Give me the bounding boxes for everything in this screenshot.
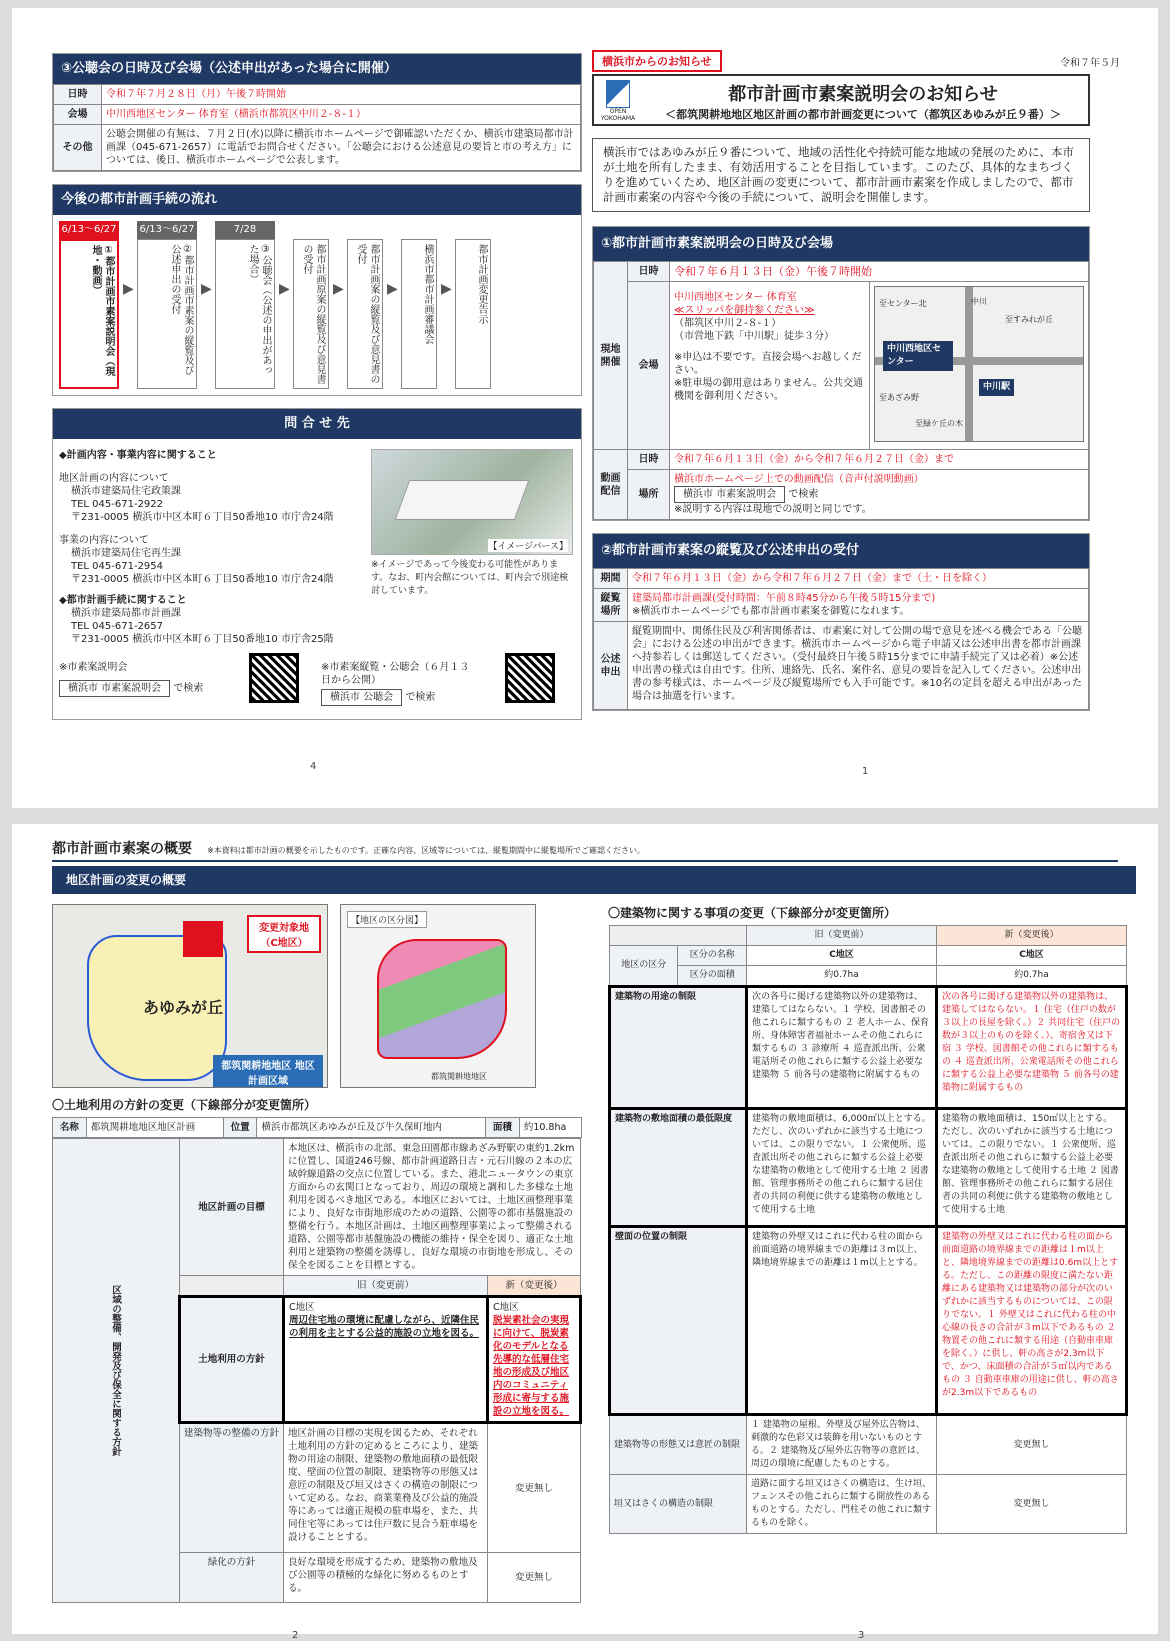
flow-step-1 xyxy=(59,221,119,389)
flow-step-4 xyxy=(293,221,329,389)
district-legend: 都筑関耕地地区 xyxy=(431,1072,487,1081)
site-old: 建築物の敷地面積は、6,000㎡以上とする。ただし、次のいずれかに該当する土地については、この限りでない。１ 公衆便所、巡査派出所その他これらに類する公益上必要な建築物の敷地として使用する土地 ２ 図書館、管理事務所その他これらに類する居住者の共同の利便に供する建築物の敷地として使用する土地 xyxy=(747,1109,937,1227)
video-date-label: 日時 xyxy=(628,450,670,470)
target-area xyxy=(183,921,223,957)
yokohama-logo xyxy=(598,80,638,122)
contact-c2: TEL 045-671-2657 xyxy=(71,621,164,632)
video-search-suffix: で検索 xyxy=(788,489,819,500)
div-area-old: 約0.7ha xyxy=(747,966,937,987)
arrow-icon: ▶ xyxy=(441,281,452,297)
hearing-venue-label: 会場 xyxy=(54,105,102,125)
contact-title: 問 合 せ 先 xyxy=(53,409,581,439)
contact-b1: 事業の内容について xyxy=(59,535,149,546)
period-value: 令和７年６月１３日（金）から令和７年６月２７日（金）まで（土・日を除く） xyxy=(628,569,1089,589)
old-head: 旧（変更前） xyxy=(284,1276,488,1297)
policy-old-text: 周辺住宅地の環境に配慮しながら、近隣住民の利用を主とする公益的施設の立地を図る。 xyxy=(289,1315,480,1339)
venue-note-1: ※申込は不要です。直接会場へお越しください。 xyxy=(674,352,862,376)
search-1 xyxy=(59,661,203,697)
contact-text xyxy=(59,449,369,646)
building-shape xyxy=(395,480,530,520)
arrow-icon: ▶ xyxy=(279,281,290,297)
hearing-date-value: 令和７年７月２８日（月）午後７時開始 xyxy=(102,85,581,105)
inspection-box xyxy=(592,533,1090,711)
video-date-value: 令和７年６月１３日（金）から令和７年６月２７日（金）まで xyxy=(670,450,1089,470)
intro-text: 横浜市ではあゆみが丘９番について、地域の活性化や持続可能な地域の発展のために、本市が土地を所有したまま、有効活用することを目指しています。このたび、具体的なまちづくりを進めていくため、地区計画の変更について、都市計画市素案を作成しましたので、都市計画市素案の内容や今後の手続について、説明会を開催します。 xyxy=(592,138,1090,212)
green-text: 良好な環境を形成するため、建築物の敷地及び公園等の積極的な緑化に努めるものとする。 xyxy=(284,1553,488,1603)
wall-label: 壁面の位置の制限 xyxy=(610,1227,747,1415)
new-head: 新（変更後） xyxy=(488,1276,581,1297)
building-table xyxy=(608,925,1128,1534)
green-label: 緑化の方針 xyxy=(180,1553,284,1603)
qr-code-icon[interactable] xyxy=(249,653,299,703)
contact-box xyxy=(52,408,582,720)
area-map xyxy=(52,904,328,1088)
venue-note-2: ※駐車場の御用意はありません。公共交通機関を御利用ください。 xyxy=(674,378,863,402)
wall-new: 建築物の外壁又はこれに代わる柱の面から前面道路の境界線までの距離は１m以上と、隣地境界線までの距離は0.6m以上とする。ただし、この距離の限度に満たない距離にある建築物又は建築物の部分が次のいずれかに該当するものについては、この限りでない。１ 外壁又はこれに代わる柱の中心線の長さの合計が３m以下であるもの ２ 物置その他これに類する用途（自動車車庫を除く。）に供し、軒の高さが2.3m以下で、かつ、床面積の合計が５㎡以内であるもの ３ 自動車車庫の用途に供し、軒の高さが2.3m以下であるもの xyxy=(937,1227,1127,1415)
search1-note: ※市素案説明会 xyxy=(59,662,128,673)
flow-steps xyxy=(53,215,581,395)
video-place-value: 横浜市ホームページ上での動画配信（音声付説明動画） xyxy=(674,474,924,485)
s2-title: ②都市計画市素案の縦覧及び公述申出の受付 xyxy=(593,534,1089,568)
page-1 xyxy=(592,46,1138,777)
hearing-box xyxy=(52,53,582,172)
area-label: 面積 xyxy=(486,1118,520,1138)
map-target-label: 変更対象地（C地区） xyxy=(247,915,321,953)
top-sheet xyxy=(12,8,1158,808)
overview-band: 地区計画の変更の概要 xyxy=(52,866,1136,894)
fence-no-change: 変更無し xyxy=(937,1475,1127,1534)
page-number: 1 xyxy=(862,766,869,777)
arrow-icon: ▶ xyxy=(123,281,134,297)
map-center-label: 中川西地区センター xyxy=(883,341,953,371)
contact-a1: 地区計画の内容について xyxy=(59,473,169,484)
arrow-icon: ▶ xyxy=(387,281,398,297)
div-name-new: C地区 xyxy=(937,946,1127,966)
search2-box[interactable]: 横浜市 公聴会 xyxy=(321,689,402,706)
venue-access: （市営地下鉄「中川駅」徒歩３分） xyxy=(674,331,834,342)
map-sumiregaoka: 至すみれが丘 xyxy=(1005,315,1053,324)
loc-value: 横浜市都筑区あゆみが丘及び牛久保町地内 xyxy=(257,1118,486,1138)
search2-suffix: で検索 xyxy=(405,692,436,703)
flow-step-6-text: 横浜市都市計画審議会 xyxy=(401,239,437,389)
policy-new-text: 脱炭素社会の実現に向けて、脱炭素化のモデルとなる先導的な低層住宅地の形成及び地区内のコミュニティ形成に寄与する施設の立地を図る。 xyxy=(493,1315,570,1417)
video-note: ※説明する内容は現地での説明と同じです。 xyxy=(674,504,872,515)
hearing-title: ③公聴会の日時及び会場（公述申出があった場合に開催） xyxy=(53,54,581,84)
map-tree: 至緑ケ丘の木 xyxy=(915,419,963,428)
contact-c3: 〒231-0005 横浜市中区本町６丁目50番地10 市庁舎25階 xyxy=(71,634,334,645)
district-polygon xyxy=(377,939,507,1059)
hearing-venue-value: 中川西地区センター 体育室（横浜市都筑区中川２-８-１） xyxy=(102,105,581,125)
div-name-old: C地区 xyxy=(747,946,937,966)
logo-text: OPEN YOKOHAMA xyxy=(600,108,636,122)
page1-header xyxy=(592,46,1138,74)
s1-title: ①都市計画市素案説明会の日時及び会場 xyxy=(593,227,1089,261)
title-box xyxy=(592,74,1090,126)
fence-label: 垣又はさくの構造の制限 xyxy=(610,1475,747,1534)
logo-icon xyxy=(606,80,630,108)
name-value: 都筑関耕地地区地区計画 xyxy=(86,1118,223,1138)
session-table xyxy=(593,261,1089,520)
site-new: 建築物の敷地面積は、150㎡以上とする。ただし、次のいずれかに該当する土地については、この限りでない。１ 公衆便所、巡査派出所その他これらに類する公益上必要な建築物の敷地として使用する土地 ２ 図書館、管理事務所その他これらに類する居住者の共同の利便に供する建築物の敷地として使用する土地 xyxy=(937,1109,1127,1227)
district-map-title: 【地区の区分図】 xyxy=(347,911,427,928)
onsite-label: 現地開催 xyxy=(594,262,628,450)
sub-title: ＜都筑関耕地地区地区計画の都市計画変更について（都筑区あゆみが丘９番）＞ xyxy=(665,108,1061,121)
flow-step-7-text: 都市計画変更告示 xyxy=(455,239,491,389)
form-label: 建築物等の形態又は意匠の制限 xyxy=(610,1415,747,1475)
map-road xyxy=(965,287,973,441)
flow-step-5 xyxy=(347,221,383,389)
main-title: 都市計画市素案説明会のお知らせ xyxy=(728,84,998,105)
contact-b3: TEL 045-671-2954 xyxy=(71,561,164,572)
flow-step-5-text: 都市計画案の縦覧及び意見書の受付 xyxy=(347,239,383,389)
policy-table xyxy=(52,1138,582,1603)
apply-text: 縦覧期間中、関係住民及び利害関係者は、市素案に対して公開の場で意見を述べる機会である「公聴会」における公述の申出ができます。横浜市ホームページから電子申請又は公述申出書を都市計画課へ持参若しくは郵送してください。（受付最終日午後５時15分までに申請手続完了又は必着）※公述申出書の様式は自由です。住所、連絡先、氏名、案件名、意見の要旨を記入してください。公述申出書の参考様式は、ホームページ及び縦覧場所でも入手可能です。※10名の定員を超える申出があった場合は抽選を行います。 xyxy=(628,622,1089,710)
loc-label: 位置 xyxy=(223,1118,257,1138)
overview-disclaimer: ※本資料は都市計画の概要を示したものです。正確な内容、区域等については、縦覧期間中に縦覧場所でご確認ください。 xyxy=(207,846,645,855)
flow-step-4-text: 都市計画原案の縦覧及び意見書の受付 xyxy=(293,239,329,389)
use-label: 建築物の用途の制限 xyxy=(610,987,747,1109)
use-old: 次の各号に掲げる建築物以外の建築物は、建築してはならない。１ 学校、図書館その他これらに類するもの ２ 老人ホーム、保育所、身体障害者福祉ホームその他これらに類するもの ３ 診療所 ４ 巡査派出所、公衆電話所その他これらに類する公益上必要な建築物 ５ 前各号の建築物に附属するもの xyxy=(747,987,937,1109)
bldg-no-change: 変更無し xyxy=(488,1423,581,1553)
search-2 xyxy=(321,661,471,706)
datetime-label: 日時 xyxy=(628,262,670,282)
flow-step-6 xyxy=(401,221,437,389)
wall-old: 建築物の外壁又はこれに代わる柱の面から前面道路の境界線までの距離は３m以上、隣地境界線までの距離は１m以上とする。 xyxy=(747,1227,937,1415)
place-value: 建築局都市計画課(受付時間：午前８時45分から午後５時15分まで) xyxy=(632,593,936,604)
overview-title: 都市計画市素案の概要 xyxy=(52,841,192,857)
side-label: 区域の整備、開発及び保全に関する方針 xyxy=(53,1139,180,1603)
venue-addr: （都筑区中川２-８-１） xyxy=(674,318,782,329)
policy-new-district: C地区 xyxy=(493,1302,519,1313)
contact-b4: 〒231-0005 横浜市中区本町６丁目50番地10 市庁舎24階 xyxy=(71,574,334,585)
map-azamino: 至あざみ野 xyxy=(879,393,919,402)
flow-title: 今後の都市計画手続の流れ xyxy=(53,185,581,215)
page-4 xyxy=(52,53,582,772)
flow-date-1: 6/13〜6/27 xyxy=(59,221,119,239)
contact-a3: TEL 045-671-2922 xyxy=(71,499,164,510)
map-nakagawa: 中川 xyxy=(971,297,987,306)
hearing-date-label: 日時 xyxy=(54,85,102,105)
flow-box xyxy=(52,184,582,396)
contact-heading-2: ◆都市計画手続に関すること xyxy=(59,595,187,606)
goal-text: 本地区は、横浜市の北部、東急田園都市線あざみ野駅の東約1.2kmに位置し、国道246号線、都市計画道路日吉・元石川線の２本の広域幹線道路の交点に位置している。また、港北ニュータウンの東京方面からの玄関口となっており、周辺の環境と調和した多様な土地利用を図るべき地区である。本地区においては、土地区画整理事業により、良好な市街地形成のための道路、公園等の都市基盤施設の整備を行う。本地区計画は、土地区画整理事業によって整備される道路、公園等都市基盤施設の機能の維持・保全を図り、適正な土地利用と建築物の整備を誘導し、良好な環境の市街地を形成し、その保全を図ることを目標とする。 xyxy=(284,1139,581,1276)
issue-date: 令和７年５月 xyxy=(1060,58,1120,69)
bottom-sheet xyxy=(12,824,1158,1641)
form-no-change: 変更無し xyxy=(937,1415,1127,1475)
hearing-table xyxy=(53,84,581,171)
page-number: 2 xyxy=(292,1630,299,1641)
apply-label: 公述申出 xyxy=(594,622,628,710)
notice-badge: 横浜市からのお知らせ xyxy=(592,50,722,72)
video-label: 動画配信 xyxy=(594,450,628,520)
page-number: 3 xyxy=(858,1630,865,1641)
contact-b2: 横浜市建築局住宅再生課 xyxy=(71,548,181,559)
venue-slipper: ≪スリッパを御持参ください≫ xyxy=(674,305,815,316)
map-center-kita: 至センター北 xyxy=(879,299,927,308)
period-label: 期間 xyxy=(594,569,628,589)
landuse-section xyxy=(52,1096,582,1603)
contact-c1: 横浜市建築局都市計画課 xyxy=(71,608,181,619)
use-new: 次の各号に掲げる建築物以外の建築物は、建築してはならない。１ 住宅（住戸の数が３以上の長屋を除く。）２ 共同住宅（住戸の数が３以上のものを除く。）、寄宿舎又は下宿 ３ 学校、図書館その他これらに類するもの ４ 巡査派出所、公衆電話所その他これらに類する公益上必要な建築物 ５ 前各号の建築物に附属するもの xyxy=(937,987,1127,1109)
division-label: 地区の区分 xyxy=(610,946,678,987)
flow-date-2: 6/13〜6/27 xyxy=(137,221,197,239)
venue-map xyxy=(874,286,1084,442)
bldg-label: 建築物等の整備の方針 xyxy=(180,1423,284,1553)
old-head: 旧（変更前） xyxy=(747,926,937,946)
inspection-table xyxy=(593,568,1089,710)
place-label: 縦覧場所 xyxy=(594,589,628,622)
datetime-value: 令和７年６月１３日（金）午後７時開始 xyxy=(670,262,1089,282)
video-search-box[interactable]: 横浜市 市素案説明会 xyxy=(674,486,785,503)
map-area-label: あゆみが丘 xyxy=(143,998,224,1017)
search1-suffix: で検索 xyxy=(173,683,204,694)
site-label: 建築物の敷地面積の最低限度 xyxy=(610,1109,747,1227)
video-place-cell xyxy=(670,470,1089,520)
div-area-new: 約0.7ha xyxy=(937,966,1127,987)
flow-step-7 xyxy=(455,221,491,389)
flow-step-3 xyxy=(215,221,275,389)
area-value: 約10.8ha xyxy=(519,1118,581,1138)
flow-step-2 xyxy=(137,221,197,389)
green-no-change: 変更無し xyxy=(488,1553,581,1603)
contact-heading-1: ◆計画内容・事業内容に関すること xyxy=(59,450,217,461)
bldg-text: 地区計画の目標の実現を図るため、それぞれ土地利用の方針の定めるところにより、建築物の用途の制限、建築物の敷地面積の最低限度、壁面の位置の制限、建築物等の形態又は意匠の制限及び垣又はさくの構造の制限について定める。なお、商業業務及び公益的施設等にあっては適正規模の駐車場を、また、共同住宅等にあっては住戸数に見合う駐車場を設けることとする。 xyxy=(284,1423,488,1553)
policy-old xyxy=(284,1297,488,1423)
form-text: １ 建築物の屋根、外壁及び屋外広告物は、刺激的な色彩又は装飾を用いないものとする。２ 建築物及び屋外広告物等の意匠は、周辺の環境に配慮したものとする。 xyxy=(747,1415,937,1475)
div-area-label: 区分の面積 xyxy=(678,966,747,987)
landuse-table xyxy=(52,1117,582,1138)
venue-name: 中川西地区センター 体育室 xyxy=(674,292,797,303)
image-caption: 【イメージパース】 xyxy=(488,539,568,552)
venue-details xyxy=(670,282,870,450)
policy-label: 土地利用の方針 xyxy=(180,1297,284,1423)
flow-step-1-text: ①都市計画市素案説明会（現地・動画） xyxy=(59,239,119,389)
name-label: 名称 xyxy=(53,1118,87,1138)
building-title: 〇建築物に関する事項の変更（下線部分が変更箇所） xyxy=(608,906,897,920)
goal-label: 地区計画の目標 xyxy=(180,1139,284,1276)
video-place-label: 場所 xyxy=(628,470,670,520)
contact-a2: 横浜市建築局住宅政策課 xyxy=(71,486,181,497)
session-box xyxy=(592,226,1090,521)
district-map xyxy=(340,904,536,1088)
flow-step-2-text: ②都市計画市素案の縦覧及び公述申出の受付 xyxy=(137,239,197,389)
contact-a4: 〒231-0005 横浜市中区本町６丁目50番地10 市庁舎24階 xyxy=(71,512,334,523)
arrow-icon: ▶ xyxy=(333,281,344,297)
venue-label: 会場 xyxy=(628,282,670,450)
new-head: 新（変更後） xyxy=(937,926,1127,946)
map-station-label: 中川駅 xyxy=(979,379,1014,396)
venue-map-cell xyxy=(870,282,1089,450)
arrow-icon: ▶ xyxy=(201,281,212,297)
policy-new xyxy=(488,1297,581,1423)
qr-code-icon[interactable] xyxy=(505,653,555,703)
image-perspective xyxy=(371,449,573,555)
hearing-other-label: その他 xyxy=(54,125,102,171)
landuse-title: 〇土地利用の方針の変更（下線部分が変更箇所） xyxy=(52,1098,317,1112)
image-note: ※イメージであって今後変わる可能性があります。なお、町内会館については、町内会で別途検討しています。 xyxy=(371,560,569,596)
div-name-label: 区分の名称 xyxy=(678,946,747,966)
flow-step-3-text: ③公聴会（公述の申出があった場合） xyxy=(215,239,275,389)
search2-note: ※市素案縦覧・公聴会（６月１３日から公開） xyxy=(321,662,470,686)
hearing-other-value: 公聴会開催の有無は、７月２日(水)以降に横浜市ホームページで御確認いただくか、横浜市建築局都市計画課（045-671-2657）に電話でお問合せください。「公聴会における公述意見の要旨と市の考え方」については、後日、横浜市ホームページで公表します。 xyxy=(102,125,581,171)
flow-date-3: 7/28 xyxy=(215,221,275,239)
policy-old-district: C地区 xyxy=(289,1302,315,1313)
page2-header xyxy=(52,838,1118,862)
fence-text: 道路に面する垣又はさくの構造は、生け垣、フェンスその他これらに類する開放性のあるものとする。ただし、門柱その他これに類するものを除く。 xyxy=(747,1475,937,1534)
place-note: ※横浜市ホームページでも都市計画市素案を御覧になれます。 xyxy=(632,606,910,617)
page-number: 4 xyxy=(310,761,317,772)
search1-box[interactable]: 横浜市 市素案説明会 xyxy=(59,680,170,697)
page-3 xyxy=(608,904,1128,1641)
map-legend-label: 都筑関耕地地区 地区計画区域 xyxy=(213,1055,323,1088)
